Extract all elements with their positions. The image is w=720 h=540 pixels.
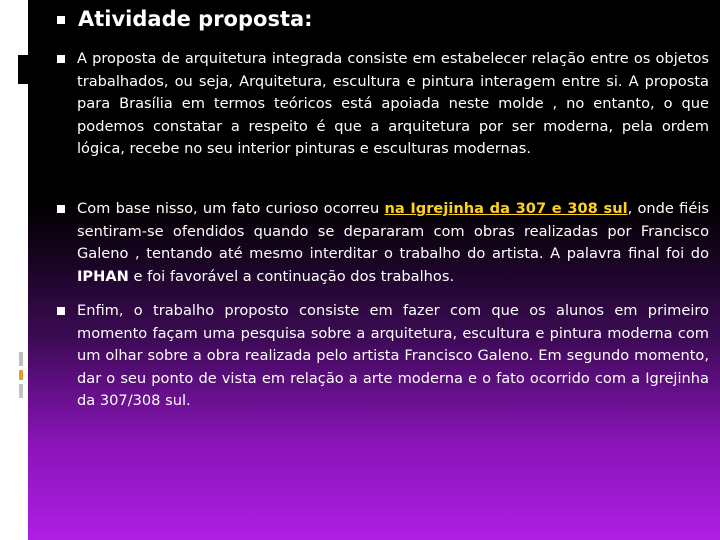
paragraph-intro: A proposta de arquitetura integrada consiste em estabelecer relação entre os objetos trabalhados, ou seja, Arquitetura, escultura e pintura interagem entre si. A proposta para Brasília em termos teóricos está apoiada neste molde , no entanto, o que podemos constatar a respeito é que a arquitetura por ser moderna, pela ordem lógica, recebe no seu interior pinturas e esculturas modernas. <box>77 50 709 157</box>
bullet-icon <box>57 205 65 213</box>
paragraph-fact <box>77 198 709 288</box>
paragraph-fact-text: e foi favorável a continuação dos trabalhos. <box>128 267 455 285</box>
bullet-icon <box>57 307 65 315</box>
iphan-text: IPHAN <box>77 267 129 285</box>
decorative-block <box>18 55 28 84</box>
bullet-icon <box>57 55 65 63</box>
decorative-block <box>19 352 23 366</box>
igrejinha-highlight: na Igrejinha da 307 e 308 sul <box>384 200 628 217</box>
slide-title: Atividade proposta: <box>78 7 313 31</box>
paragraph-fact-text: , onde fiéis sentiram-se ofendidos quando se depararam com obras realizadas por Francisco Galeno , tentando até mesmo interditar o trabalho do artista. A palavra final foi do <box>77 200 709 262</box>
paragraph-fact-text: Com base nisso, um fato curioso ocorreu <box>77 200 385 217</box>
bullet-icon <box>57 16 65 24</box>
decorative-block <box>19 384 23 398</box>
decorative-block <box>19 370 23 380</box>
paragraph-conclusion: Enfim, o trabalho proposto consiste em fazer com que os alunos em primeiro momento façam uma pesquisa sobre a arquitetura, escultura e pintura moderna com um olhar sobre a obra realizada pelo artista Francisco Galeno. Em segundo momento, dar o seu ponto de vista em relação a arte moderna e o fato ocorrido com a Igrejinha da 307/308 sul. <box>77 302 709 409</box>
